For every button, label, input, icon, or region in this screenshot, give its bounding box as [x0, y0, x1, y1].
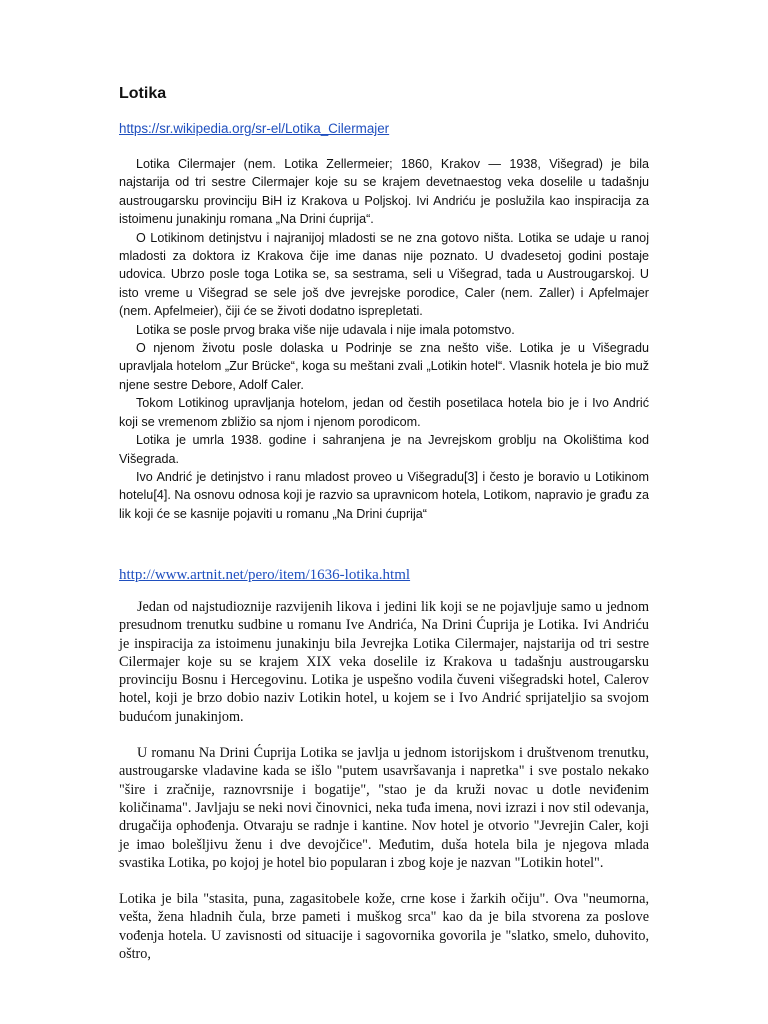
paragraph: Lotika Cilermajer (nem. Lotika Zellermeier; 1860, Krakov — 1938, Višegrad) je bila najstarija od tri sestre Cilermajer koje su se krajem devetnaestog veka doselile u tadašnju austrougarsku provinciju BiH iz Krakova u Poljskoj. Ivi Andriću je poslužila kao inspiracija za istoimenu junakinju romana „Na Drini ćuprija“. — [119, 157, 649, 227]
paragraph: O njenom životu posle dolaska u Podrinje se zna nešto više. Lotika je u Višegradu upravljala hotelom „Zur Brücke“, koga su meštani zvali „Lotikin hotel“. Vlasnik hotela je bio muž njene sestre Debore, Adolf Caler. — [119, 341, 649, 392]
paragraph: U romanu Na Drini Ćuprija Lotika se javlja u jednom istorijskom i društvenom trenutku, austrougarske vladavine kada se išlo "putem usavršavanja i napretka" i sve postalo nekako "šire i zračnije, raznovrsnije i bogatije", "stao je da kruži novac u dotle neviđenim količinama". Javljaju se neki novi činovnici, neka tuđa imena, novi izrazi i nov stil odevanja, drugačija ophođenja. Otvaraju se radnje i kantine. Nov hotel je otvorio "Jevrejin Caler, koji je imao bolešljivu ženu i dve devojčice". Međutim, duša hotela bila je njegova mlada svastika Lotika, po kojoj je hotel bio popularan i zbog koje je nazvan "Lotikin hotel". — [119, 745, 649, 871]
artnit-excerpt — [119, 598, 649, 981]
artnit-link[interactable]: http://www.artnit.net/pero/item/1636-lotika.html — [119, 567, 411, 583]
paragraph: O Lotikinom detinjstvu i najranijoj mladosti se ne zna gotovo ništa. Lotika se udaje u ranoj mladosti za doktora iz Krakova čije ime danas nije poznato. U dvadesetoj godini postaje udovica. Ubrzo posle toga Lotika se, sa sestrama, seli u Višegrad, tada u Austrougarskoj. U isto vreme u Višegrad se sele još dve jevrejske porodice, Caler (nem. Zaller) i Apfelmajer (nem. Apfelmeier), čiji će se životi dodatno isprepletati. — [119, 230, 649, 319]
wikipedia-excerpt — [119, 155, 649, 523]
paragraph: Jedan od najstudioznije razvijenih likova i jedini lik koji se ne pojavljuje samo u jednom presudnom trenutku sudbine u romanu Ive Andrića, Na Drini Ćuprija je Lotika. Ivi Andriću je inspiracija za istoimenu junakinju bila Jevrejka Lotika Cilermajer, najstarija od tri sestre Cilermajer koje su se krajem XIX veka doselile iz Krakova u tadašnju austrougarsku provinciju Bosnu i Hercegovinu. Lotika je uspešno vodila čuveni višegradski hotel, Calerov hotel, koji je brzo dobio naziv Lotikin hotel, u kojem se i Ivo Andrić sprijateljio sa svojom budućom junakinjom. — [119, 599, 649, 725]
paragraph: Tokom Lotikinog upravljanja hotelom, jedan od čestih posetilaca hotela bio je i Ivo Andrić koji se vremenom zbližio sa njom i njenom porodicom. — [119, 396, 649, 429]
paragraph: Lotika je umrla 1938. godine i sahranjena je na Jevrejskom groblju na Okolištima kod Višegrada. — [119, 433, 649, 466]
paragraph: Ivo Andrić je detinjstvo i ranu mladost proveo u Višegradu[3] i često je boravio u Lotikinom hotelu[4]. Na osnovu odnosa koji je razvio sa upravnicom hotela, Lotikom, napravio je građu za lik koji će se kasnije pojaviti u romanu „Na Drini ćuprija“ — [119, 469, 649, 521]
paragraph: Lotika se posle prvog braka više nije udavala i nije imala potomstvo. — [136, 322, 515, 337]
paragraph: Lotika je bila "stasita, puna, zagasitobele kože, crne kose i žarkih očiju". Ova "neumorna, vešta, žena hladnih čula, brze pameti i muškog srca" kao da je bila stvorena za poslove vođenja hotela. U zavisnosti od situacije i sagovornika govorila je "slatko, smelo, duhovito, oštro, — [119, 891, 649, 963]
page-title: Lotika — [119, 85, 167, 102]
wikipedia-link[interactable]: https://sr.wikipedia.org/sr-el/Lotika_Cilermajer — [119, 121, 390, 136]
